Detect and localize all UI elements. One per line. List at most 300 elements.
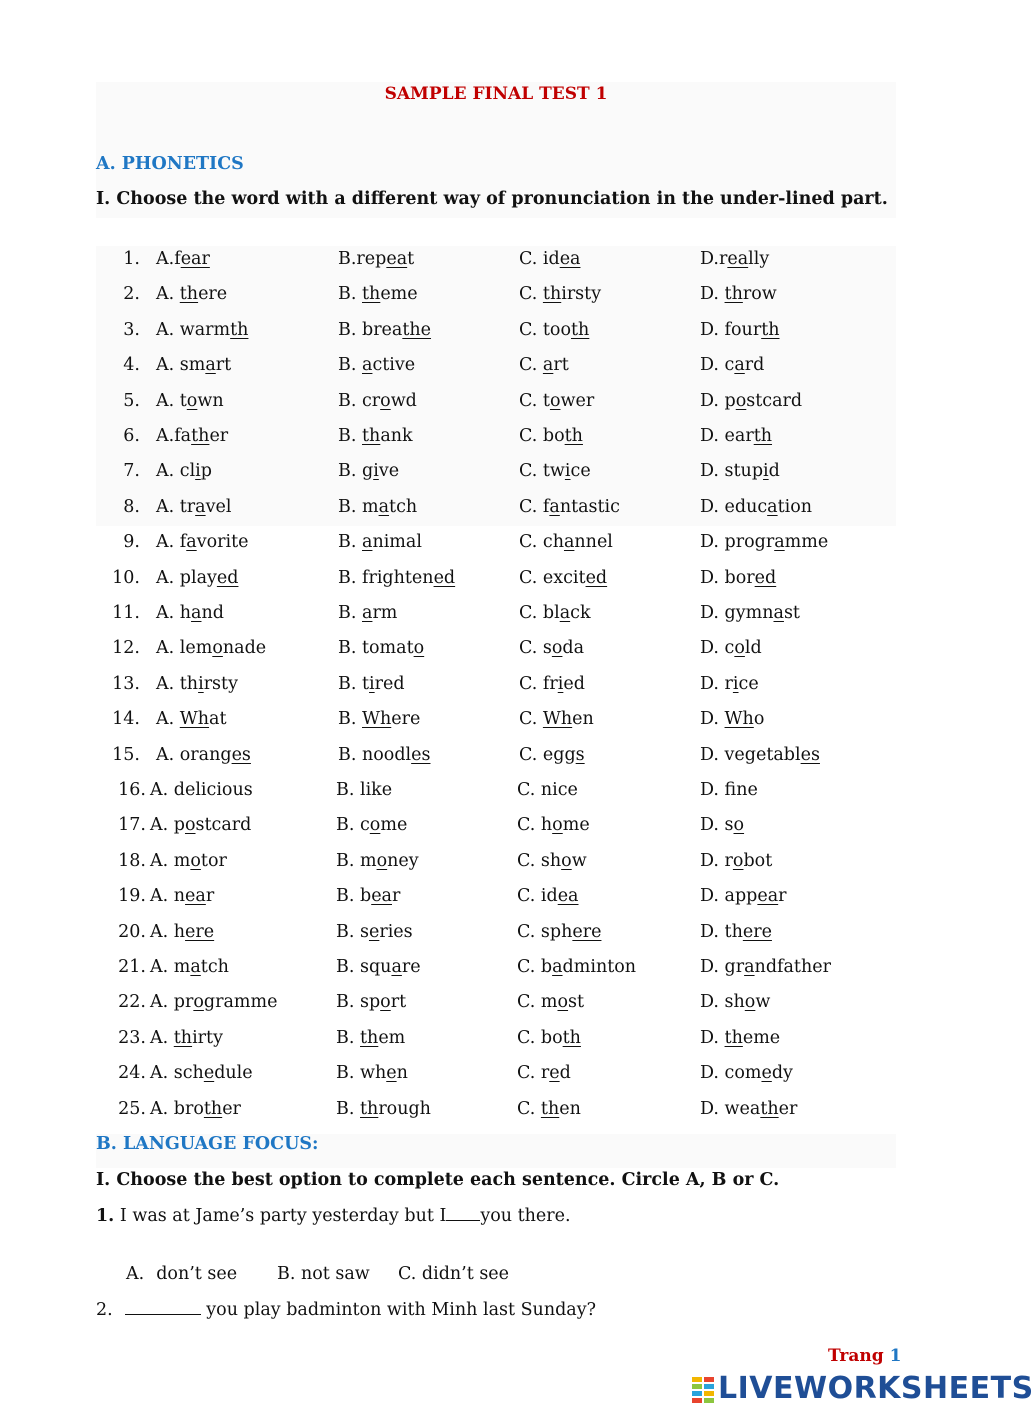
option-b[interactable] <box>336 851 419 871</box>
option-c[interactable] <box>519 249 581 269</box>
item-number: 25. <box>118 1098 146 1119</box>
phonetics-item-23 <box>0 1028 1000 1058</box>
option-a[interactable] <box>156 532 248 552</box>
underlined-part: o <box>561 850 572 871</box>
item-number: 8. <box>123 496 140 517</box>
option-text-pre: C. excit <box>519 567 586 588</box>
option-text-pre: C. tw <box>519 461 565 482</box>
option-text-post: nnel <box>574 532 613 553</box>
option-text-pre: A. <box>156 709 180 730</box>
option-text-pre: A. t <box>156 390 187 411</box>
phonetics-item-7 <box>0 461 1000 491</box>
option-text-post: rd <box>744 355 765 376</box>
item-number: 10. <box>112 567 140 588</box>
underlined-part: ed <box>754 567 777 588</box>
option-text-post: irty <box>192 1027 223 1048</box>
option-text-post: st <box>783 603 800 623</box>
option-b[interactable] <box>338 532 422 552</box>
option-a[interactable] <box>150 780 253 800</box>
option-text-post: en <box>559 1098 581 1119</box>
underlined-part: th <box>571 319 590 340</box>
option-b[interactable] <box>338 320 431 340</box>
option-text-pre: D. vegetabl <box>700 744 801 765</box>
option-text-pre: A. pr <box>150 992 194 1013</box>
option-c[interactable] <box>519 497 620 517</box>
option-c[interactable] <box>519 603 591 623</box>
question-2-number: 2. <box>96 1300 113 1320</box>
phonetics-item-13 <box>0 674 1000 704</box>
underlined-part: ea <box>185 886 206 907</box>
option-text-post: red <box>374 673 405 694</box>
option-text-pre: A. cl <box>156 461 196 482</box>
option-text-pre: D. app <box>700 886 758 907</box>
option-text-post: wn <box>197 390 224 411</box>
option-a[interactable] <box>156 745 251 765</box>
item-number: 6. <box>123 426 140 446</box>
option-b[interactable] <box>338 391 417 411</box>
option-text-post: ed <box>563 673 585 694</box>
option-b[interactable] <box>336 1028 405 1048</box>
option-text-pre: D. sh <box>700 992 745 1013</box>
answer-a-letter: A. <box>126 1264 145 1284</box>
option-d[interactable] <box>700 532 828 552</box>
option-c[interactable] <box>517 1028 581 1048</box>
option-d[interactable] <box>700 461 780 481</box>
option-c[interactable] <box>517 886 579 906</box>
item-number: 12. <box>112 638 140 659</box>
underlined-part: o <box>193 992 204 1013</box>
option-d[interactable] <box>700 320 780 340</box>
option-c[interactable] <box>519 745 585 765</box>
option-text-pre: B. squ <box>336 957 392 977</box>
option-text-pre: B. c <box>336 815 370 836</box>
option-text-pre: A. h <box>150 921 186 942</box>
option-text-post: ndfather <box>754 957 831 977</box>
option-c[interactable] <box>519 674 585 694</box>
answer-option-a[interactable] <box>126 1264 237 1284</box>
underlined-part: th <box>761 319 780 340</box>
option-text-post: ries <box>379 921 413 942</box>
option-text-post: rt <box>215 355 232 376</box>
option-c[interactable] <box>519 532 613 552</box>
phonetics-item-21 <box>0 957 1000 987</box>
option-b[interactable] <box>336 886 400 906</box>
option-text-pre: C. id <box>517 886 558 907</box>
underlined-part: i <box>369 673 375 694</box>
underlined-part: th <box>362 284 381 305</box>
phonetics-item-14 <box>0 709 1000 739</box>
phonetics-item-6 <box>0 426 1000 456</box>
option-b[interactable] <box>338 461 399 481</box>
option-c[interactable] <box>519 568 607 588</box>
option-text-pre: B. t <box>338 673 370 694</box>
option-d[interactable] <box>700 355 764 375</box>
option-text-pre: C. sph <box>517 921 573 942</box>
option-d[interactable] <box>700 568 776 588</box>
option-d[interactable] <box>700 886 787 906</box>
phonetics-item-10 <box>0 568 1000 598</box>
option-text-pre: D. progr <box>700 532 775 553</box>
option-text-post: gramme <box>203 992 278 1013</box>
phonetics-item-4 <box>0 355 1000 385</box>
underlined-part: Wh <box>179 709 210 730</box>
option-text-pre: A. delicious <box>150 780 253 800</box>
option-c[interactable] <box>519 320 589 340</box>
option-a[interactable] <box>150 922 214 942</box>
answer-option-c[interactable] <box>398 1264 509 1284</box>
underlined-part: i <box>763 461 769 482</box>
option-a[interactable] <box>156 709 227 729</box>
option-a[interactable] <box>150 992 277 1012</box>
option-text-post: w <box>755 992 771 1013</box>
option-d[interactable] <box>700 922 772 942</box>
option-text-post: ld <box>744 638 762 659</box>
underlined-part: a <box>391 957 402 977</box>
option-text-pre: D. fine <box>700 780 758 800</box>
option-text-post: row <box>742 284 777 305</box>
option-text-pre: C. f <box>519 496 550 517</box>
underlined-part: th <box>203 1098 223 1119</box>
section-b-heading: B. LANGUAGE FOCUS: <box>96 1134 319 1154</box>
option-text-pre: C. too <box>519 319 571 340</box>
option-text-pre: B. <box>338 709 362 730</box>
option-b[interactable] <box>338 249 414 269</box>
option-text-pre: B. <box>338 284 362 305</box>
option-text-post: da <box>562 638 585 659</box>
question-1-blank[interactable] <box>446 1220 480 1221</box>
option-b[interactable] <box>336 1063 408 1083</box>
option-text-post: ank <box>380 426 413 446</box>
option-a[interactable] <box>150 815 251 835</box>
option-a[interactable] <box>156 355 231 375</box>
option-text-post: ntastic <box>559 496 620 517</box>
underlined-part: o <box>551 638 563 659</box>
option-text-pre: C. bo <box>517 1027 563 1048</box>
option-text-pre: B. <box>338 603 362 623</box>
option-d[interactable] <box>700 992 770 1012</box>
underlined-part: ea <box>757 886 779 907</box>
option-text-post: bot <box>743 850 773 871</box>
option-c[interactable] <box>519 426 583 446</box>
option-text-pre: D. <box>700 284 725 305</box>
phonetics-item-2 <box>0 284 1000 314</box>
item-number: 3. <box>123 319 140 340</box>
option-a[interactable] <box>156 320 248 340</box>
underlined-part: a <box>552 957 563 977</box>
underlined-part: es <box>800 744 820 765</box>
option-c[interactable] <box>517 1063 571 1083</box>
option-c[interactable] <box>517 992 584 1012</box>
underlined-part: o <box>734 638 745 659</box>
option-text-post: tor <box>200 850 227 871</box>
underlined-part: th <box>564 426 583 446</box>
option-text-pre: B. frighten <box>338 567 434 588</box>
option-c[interactable] <box>517 1099 581 1119</box>
liveworksheets-logo-icon <box>692 1377 714 1403</box>
answer-option-b[interactable] <box>277 1264 370 1284</box>
option-text-post: eme <box>380 284 418 305</box>
option-d[interactable] <box>700 284 777 304</box>
option-b[interactable] <box>336 957 421 977</box>
item-number: 17. <box>118 815 146 836</box>
option-text-pre: B. b <box>336 886 372 907</box>
option-text-post: er <box>209 426 229 446</box>
option-text-pre: D. c <box>700 355 735 376</box>
item-number: 5. <box>123 390 140 411</box>
option-text-pre: A. f <box>156 532 187 553</box>
option-text-pre: B. s <box>336 921 369 942</box>
option-text-pre: D. educ <box>700 496 768 517</box>
phonetics-item-15 <box>0 745 1000 775</box>
question-2-blank[interactable] <box>125 1314 201 1315</box>
option-b[interactable] <box>336 922 413 942</box>
option-text-pre: A. orang <box>156 744 232 765</box>
option-a[interactable] <box>156 284 227 304</box>
option-b[interactable] <box>338 497 417 517</box>
underlined-part: ed <box>216 567 239 588</box>
option-d[interactable] <box>700 780 758 800</box>
option-a[interactable] <box>156 497 231 517</box>
option-text-post: ce <box>570 461 591 482</box>
option-a[interactable] <box>156 674 238 694</box>
option-a[interactable] <box>150 957 229 977</box>
option-text-pre: D.r <box>700 249 728 269</box>
option-c[interactable] <box>519 355 569 375</box>
underlined-part: s <box>575 744 585 765</box>
option-text-pre: B. wh <box>336 1063 387 1084</box>
question-1-number: 1. <box>96 1206 115 1226</box>
option-text-post: t <box>407 249 415 269</box>
item-number: 14. <box>112 709 140 730</box>
option-b[interactable] <box>338 709 420 729</box>
option-text-pre: A.fa <box>156 426 192 446</box>
item-number: 11. <box>112 603 140 623</box>
phonetics-item-20 <box>0 922 1000 952</box>
option-text-post: ce <box>738 673 759 694</box>
option-c[interactable] <box>519 709 594 729</box>
option-c[interactable] <box>519 284 601 304</box>
option-text-post: ere <box>391 709 421 730</box>
option-a[interactable] <box>150 851 227 871</box>
option-a[interactable] <box>150 1099 241 1119</box>
answer-b-text: B. not saw <box>277 1264 370 1284</box>
option-text-pre: A. <box>150 1027 174 1048</box>
phonetics-item-5 <box>0 391 1000 421</box>
option-a[interactable] <box>156 568 238 588</box>
item-number: 22. <box>118 992 146 1013</box>
option-text-post: vel <box>205 496 232 517</box>
option-d[interactable] <box>700 745 820 765</box>
phonetics-item-16 <box>0 780 1000 810</box>
option-c[interactable] <box>517 922 601 942</box>
option-c[interactable] <box>517 957 636 977</box>
option-a[interactable] <box>156 461 212 481</box>
option-b[interactable] <box>338 745 430 765</box>
option-d[interactable] <box>700 1063 793 1083</box>
option-a[interactable] <box>156 391 224 411</box>
underlined-part: a <box>362 603 373 623</box>
option-a[interactable] <box>150 1028 223 1048</box>
underlined-part: e <box>203 1063 215 1084</box>
option-text-pre: B. cr <box>338 390 381 411</box>
option-text-post: rsty <box>203 673 238 694</box>
liveworksheets-logo <box>692 1371 1034 1406</box>
option-c[interactable] <box>517 851 587 871</box>
option-text-post: ere <box>198 284 228 305</box>
option-d[interactable] <box>700 957 831 977</box>
option-text-post: irsty <box>561 284 602 305</box>
option-text-pre: B. m <box>336 850 377 871</box>
option-text-pre: A. sm <box>156 355 206 376</box>
option-c[interactable] <box>519 638 584 658</box>
underlined-part: o <box>380 992 391 1013</box>
option-a[interactable] <box>156 249 210 269</box>
option-text-pre: A. p <box>150 815 185 836</box>
question-2 <box>96 1300 596 1320</box>
underlined-part: a <box>773 603 784 623</box>
option-b[interactable] <box>338 355 415 375</box>
underlined-part: a <box>190 957 201 977</box>
option-b[interactable] <box>338 638 424 658</box>
option-text-post: ctive <box>372 355 416 376</box>
option-d[interactable] <box>700 1028 780 1048</box>
option-b[interactable] <box>336 780 392 800</box>
underlined-part: i <box>373 461 379 482</box>
underlined-part: i <box>198 673 204 694</box>
option-text-post: d <box>768 461 780 482</box>
underlined-part: th <box>540 1098 560 1119</box>
option-a[interactable] <box>156 426 228 446</box>
option-d[interactable] <box>700 815 744 835</box>
option-text-pre: B. m <box>338 496 379 517</box>
option-text-post: ck <box>570 603 591 623</box>
underlined-part: o <box>735 390 747 411</box>
option-d[interactable] <box>700 674 759 694</box>
phonetics-item-22 <box>0 992 1000 1022</box>
option-text-post: w <box>571 850 587 871</box>
option-c[interactable] <box>517 815 590 835</box>
option-text-post: p <box>200 461 212 482</box>
option-text-pre: A. warm <box>156 319 231 340</box>
option-text-post: eme <box>742 1027 781 1048</box>
option-text-pre: A. lem <box>156 638 213 659</box>
option-b[interactable] <box>336 1099 431 1119</box>
option-text-post: r <box>205 886 215 907</box>
option-d[interactable] <box>700 603 800 623</box>
option-b[interactable] <box>338 674 405 694</box>
option-a[interactable] <box>150 886 214 906</box>
option-b[interactable] <box>338 568 455 588</box>
option-d[interactable] <box>700 249 769 269</box>
option-text-pre: D. four <box>700 319 762 340</box>
option-text-post: er <box>222 1098 241 1119</box>
option-d[interactable] <box>700 497 812 517</box>
option-text-post: wd <box>390 390 417 411</box>
question-2-text-after: you play badminton with Minh last Sunday? <box>200 1300 597 1320</box>
underlined-part: th <box>191 426 210 446</box>
item-number: 15. <box>112 744 140 765</box>
option-text-pre: D. c <box>700 638 735 659</box>
item-number: 1. <box>123 249 140 269</box>
option-text-post: vorite <box>196 532 249 553</box>
option-text-pre: B. sp <box>336 992 381 1013</box>
option-c[interactable] <box>519 391 594 411</box>
underlined-part: a <box>195 496 206 517</box>
option-a[interactable] <box>150 1063 253 1083</box>
option-d[interactable] <box>700 1099 797 1119</box>
option-d[interactable] <box>700 391 802 411</box>
option-d[interactable] <box>700 638 762 658</box>
option-d[interactable] <box>700 709 764 729</box>
underlined-part: th <box>724 284 743 305</box>
option-c[interactable] <box>519 461 591 481</box>
option-text-post: re <box>401 957 421 977</box>
option-text-post: at <box>209 709 227 730</box>
phonetics-item-3 <box>0 320 1000 350</box>
option-text-post: nd <box>201 603 224 623</box>
option-d[interactable] <box>700 851 772 871</box>
underlined-part: o <box>186 390 198 411</box>
item-number: 16. <box>118 780 146 800</box>
underlined-part: a <box>549 496 560 517</box>
option-a[interactable] <box>156 603 224 623</box>
option-d[interactable] <box>700 426 772 446</box>
underlined-part: es <box>411 744 431 765</box>
section-a-heading: A. PHONETICS <box>96 154 244 174</box>
underlined-part: th <box>179 284 199 305</box>
option-text-pre: C. fr <box>519 673 558 694</box>
option-c[interactable] <box>517 780 578 800</box>
option-text-pre: D. wea <box>700 1098 761 1119</box>
item-number: 20. <box>118 921 146 942</box>
option-text-post: em <box>378 1027 406 1048</box>
underlined-part: a <box>205 355 216 376</box>
page-number: 1 <box>889 1346 902 1366</box>
option-text-pre: C. t <box>519 390 550 411</box>
option-text-pre: D. <box>700 709 725 730</box>
underlined-part: th <box>724 1027 743 1048</box>
option-b[interactable] <box>336 815 407 835</box>
underlined-part: ea <box>386 249 408 269</box>
option-b[interactable] <box>338 284 418 304</box>
underlined-part: ea <box>559 249 581 269</box>
option-text-post: nimal <box>372 532 422 553</box>
phonetics-item-11 <box>0 603 1000 633</box>
underlined-part: o <box>212 638 223 659</box>
option-text-pre: C. <box>517 1098 541 1119</box>
option-text-pre: D. stup <box>700 461 764 482</box>
option-text-pre: C. b <box>517 957 553 977</box>
option-a[interactable] <box>156 638 266 658</box>
underlined-part: a <box>362 532 373 553</box>
option-b[interactable] <box>336 992 406 1012</box>
option-b[interactable] <box>338 603 397 623</box>
underlined-part: a <box>744 957 755 977</box>
question-1 <box>96 1206 571 1226</box>
underlined-part: a <box>186 532 197 553</box>
underlined-part: o <box>557 992 569 1013</box>
option-text-pre: A. sch <box>150 1063 204 1084</box>
option-text-post: stcard <box>746 390 803 411</box>
option-text-pre: C. bo <box>519 426 565 446</box>
option-b[interactable] <box>338 426 413 446</box>
underlined-part: th <box>360 1027 379 1048</box>
phonetics-item-1 <box>0 249 1000 279</box>
option-text-pre: B. <box>336 1098 360 1119</box>
option-text-pre: B. <box>338 532 362 553</box>
option-text-pre: D. gr <box>700 957 745 977</box>
option-text-post: dule <box>214 1063 253 1084</box>
